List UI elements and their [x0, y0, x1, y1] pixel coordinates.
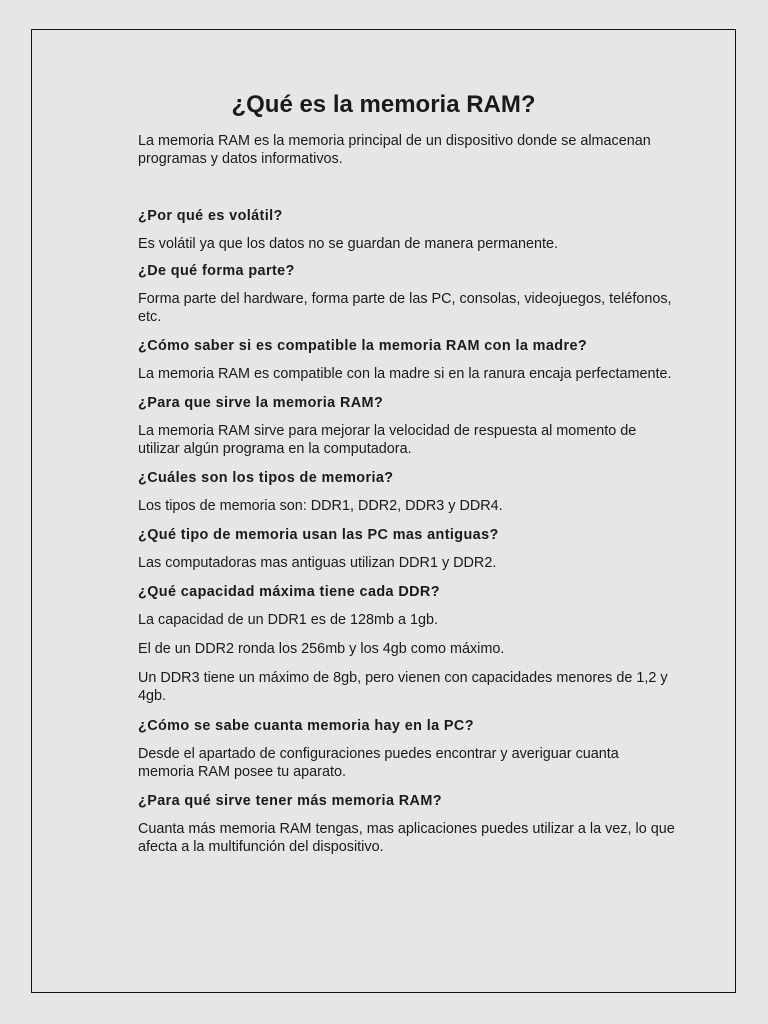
section-capacity	[138, 581, 678, 705]
answer-paragraph: Cuanta más memoria RAM tengas, mas aplicaciones puedes utilizar a la vez, lo que afecta a la multifunción del dispositivo.	[138, 821, 675, 855]
question-heading: ¿Cómo se sabe cuanta memoria hay en la PC?	[138, 718, 474, 734]
section-volatile	[138, 205, 678, 253]
question-heading: ¿Cómo saber si es compatible la memoria RAM con la madre?	[138, 338, 588, 354]
question-heading: ¿De qué forma parte?	[138, 263, 295, 279]
intro-paragraph: La memoria RAM es la memoria principal de un dispositivo donde se almacenan programas y datos informativos.	[138, 133, 651, 167]
document-body	[138, 132, 678, 856]
answer-paragraph: Un DDR3 tiene un máximo de 8gb, pero vienen con capacidades menores de 1,2 y 4gb.	[138, 670, 668, 704]
section-purpose	[138, 392, 678, 458]
answer-paragraph: El de un DDR2 ronda los 256mb y los 4gb como máximo.	[138, 641, 505, 657]
answer-paragraph: La capacidad de un DDR1 es de 128mb a 1gb.	[138, 612, 439, 628]
question-heading: ¿Para que sirve la memoria RAM?	[138, 395, 384, 411]
section-compatibility	[138, 335, 678, 383]
document-page	[31, 29, 736, 993]
question-heading: ¿Para qué sirve tener más memoria RAM?	[138, 793, 442, 809]
question-heading: ¿Por qué es volátil?	[138, 208, 283, 224]
question-heading: ¿Qué tipo de memoria usan las PC mas antiguas?	[138, 527, 499, 543]
section-old-pcs	[138, 524, 678, 572]
section-types	[138, 467, 678, 515]
question-heading: ¿Cuáles son los tipos de memoria?	[138, 470, 394, 486]
answer-paragraph: Los tipos de memoria son: DDR1, DDR2, DDR3 y DDR4.	[138, 498, 503, 514]
answer-paragraph: Es volátil ya que los datos no se guardan de manera permanente.	[138, 236, 558, 252]
section-part-of	[138, 260, 678, 326]
answer-paragraph: Forma parte del hardware, forma parte de las PC, consolas, videojuegos, teléfonos, etc.	[138, 291, 672, 325]
section-more-ram	[138, 790, 678, 856]
answer-paragraph: La memoria RAM es compatible con la madre si en la ranura encaja perfectamente.	[138, 366, 672, 382]
section-how-much	[138, 715, 678, 781]
question-heading: ¿Qué capacidad máxima tiene cada DDR?	[138, 584, 440, 600]
page-title: ¿Qué es la memoria RAM?	[231, 91, 536, 118]
answer-paragraph: La memoria RAM sirve para mejorar la velocidad de respuesta al momento de utilizar algún programa en la computadora.	[138, 423, 637, 457]
answer-paragraph: Las computadoras mas antiguas utilizan DDR1 y DDR2.	[138, 555, 497, 571]
answer-paragraph: Desde el apartado de configuraciones puedes encontrar y averiguar cuanta memoria RAM posee tu aparato.	[138, 746, 619, 780]
